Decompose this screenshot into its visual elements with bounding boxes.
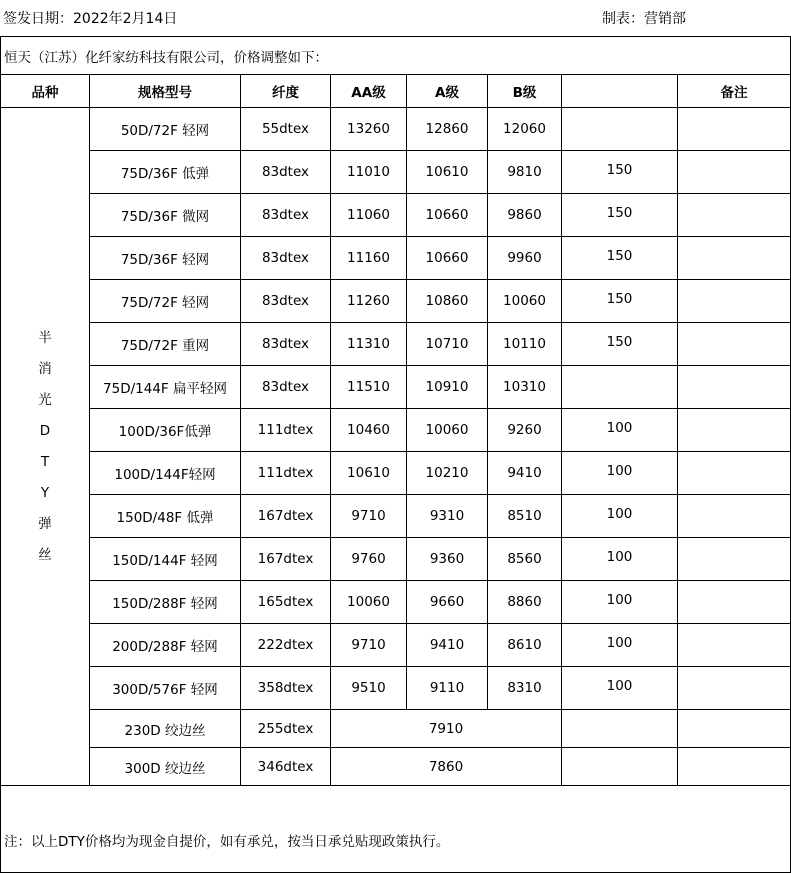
variety-char: 半: [38, 329, 52, 346]
remark-cell: [678, 581, 791, 624]
b-price-cell: 8560: [488, 538, 562, 581]
spec-cell: 300D 绞边丝: [90, 748, 241, 786]
variety-char: 弹: [38, 515, 52, 532]
a-price-cell: 9110: [407, 667, 488, 710]
denier-cell: 111dtex: [241, 409, 331, 452]
extra-cell: 100: [562, 452, 678, 495]
aa-price-cell: 11310: [331, 323, 407, 366]
remark-cell: [678, 495, 791, 538]
spec-cell: 75D/36F 微网: [90, 194, 241, 237]
remark-cell: [678, 323, 791, 366]
b-price-cell: 8860: [488, 581, 562, 624]
b-price-cell: 10060: [488, 280, 562, 323]
variety-cell: [1, 108, 90, 786]
aa-price-cell: 11060: [331, 194, 407, 237]
table-row: [1, 280, 791, 323]
variety-char: T: [40, 453, 50, 470]
denier-cell: 167dtex: [241, 495, 331, 538]
a-price-cell: 9410: [407, 624, 488, 667]
b-price-cell: 8610: [488, 624, 562, 667]
a-price-cell: 10910: [407, 366, 488, 409]
b-price-cell: 9810: [488, 151, 562, 194]
spec-cell: 150D/48F 低弹: [90, 495, 241, 538]
aa-price-cell: 9510: [331, 667, 407, 710]
col-header-aa: AA级: [331, 75, 407, 108]
a-price-cell: 10660: [407, 237, 488, 280]
table-row: [1, 452, 791, 495]
denier-cell: 83dtex: [241, 366, 331, 409]
table-row: [1, 624, 791, 667]
table-row: [1, 366, 791, 409]
a-price-cell: 10610: [407, 151, 488, 194]
aa-price-cell: 10610: [331, 452, 407, 495]
variety-char: Y: [40, 484, 50, 501]
table-row: [1, 194, 791, 237]
extra-cell: [562, 710, 678, 748]
remark-cell: [678, 280, 791, 323]
variety-char: D: [39, 422, 51, 439]
spec-cell: 100D/144F轻网: [90, 452, 241, 495]
denier-cell: 165dtex: [241, 581, 331, 624]
extra-cell: 150: [562, 194, 678, 237]
spec-cell: 75D/36F 轻网: [90, 237, 241, 280]
extra-cell: [562, 366, 678, 409]
table-row: [1, 581, 791, 624]
remark-cell: [678, 366, 791, 409]
col-header-variety: 品种: [1, 75, 90, 108]
extra-cell: 150: [562, 280, 678, 323]
made-by-label: 制表：营销部: [602, 11, 686, 27]
b-price-cell: 12060: [488, 108, 562, 151]
intro-text: 恒天（江苏）化纤家纺科技有限公司，价格调整如下：: [1, 37, 791, 75]
col-header-extra: [562, 75, 678, 108]
table-row: [1, 237, 791, 280]
extra-cell: 100: [562, 581, 678, 624]
extra-cell: 100: [562, 495, 678, 538]
a-price-cell: 10210: [407, 452, 488, 495]
spec-cell: 75D/36F 低弹: [90, 151, 241, 194]
b-price-cell: 10310: [488, 366, 562, 409]
denier-cell: 111dtex: [241, 452, 331, 495]
table-row: [1, 495, 791, 538]
extra-cell: 100: [562, 667, 678, 710]
spec-cell: 75D/144F 扁平轻网: [90, 366, 241, 409]
spec-cell: 100D/36F低弹: [90, 409, 241, 452]
a-price-cell: 10710: [407, 323, 488, 366]
aa-price-cell: 9710: [331, 495, 407, 538]
remark-cell: [678, 624, 791, 667]
a-price-cell: 9660: [407, 581, 488, 624]
a-price-cell: 10060: [407, 409, 488, 452]
remark-cell: [678, 409, 791, 452]
sheet-header: [0, 0, 791, 36]
variety-char: 光: [38, 391, 52, 408]
denier-cell: 83dtex: [241, 151, 331, 194]
b-price-cell: 10110: [488, 323, 562, 366]
a-price-cell: 12860: [407, 108, 488, 151]
extra-cell: 100: [562, 409, 678, 452]
b-price-cell: 8310: [488, 667, 562, 710]
denier-cell: 222dtex: [241, 624, 331, 667]
spec-cell: 200D/288F 轻网: [90, 624, 241, 667]
extra-cell: 150: [562, 237, 678, 280]
remark-cell: [678, 237, 791, 280]
note-row: [1, 786, 791, 873]
spec-cell: 50D/72F 轻网: [90, 108, 241, 151]
b-price-cell: 9260: [488, 409, 562, 452]
aa-price-cell: 10460: [331, 409, 407, 452]
denier-cell: 83dtex: [241, 237, 331, 280]
aa-price-cell: 11510: [331, 366, 407, 409]
remark-cell: [678, 452, 791, 495]
issue-date: 签发日期：2022年2月14日: [3, 11, 178, 27]
a-price-cell: 10660: [407, 194, 488, 237]
a-price-cell: 9360: [407, 538, 488, 581]
aa-price-cell: 11160: [331, 237, 407, 280]
b-price-cell: 9960: [488, 237, 562, 280]
footnote: 注：以上DTY价格均为现金自提价，如有承兑，按当日承兑贴现政策执行。: [1, 786, 791, 873]
remark-cell: [678, 194, 791, 237]
price-table: [0, 36, 791, 873]
b-price-cell: 8510: [488, 495, 562, 538]
denier-cell: 167dtex: [241, 538, 331, 581]
aa-price-cell: 10060: [331, 581, 407, 624]
denier-cell: 255dtex: [241, 710, 331, 748]
variety-char: 消: [38, 360, 52, 377]
col-header-b: B级: [488, 75, 562, 108]
aa-price-cell: 11010: [331, 151, 407, 194]
a-price-cell: 9310: [407, 495, 488, 538]
table-row: [1, 667, 791, 710]
spec-cell: 150D/144F 轻网: [90, 538, 241, 581]
remark-cell: [678, 710, 791, 748]
extra-cell: 150: [562, 151, 678, 194]
extra-cell: 100: [562, 624, 678, 667]
denier-cell: 83dtex: [241, 323, 331, 366]
denier-cell: 346dtex: [241, 748, 331, 786]
spec-cell: 230D 绞边丝: [90, 710, 241, 748]
variety-char: 丝: [38, 546, 52, 563]
denier-cell: 83dtex: [241, 194, 331, 237]
denier-cell: 83dtex: [241, 280, 331, 323]
remark-cell: [678, 151, 791, 194]
aa-price-cell: 11260: [331, 280, 407, 323]
spec-cell: 75D/72F 轻网: [90, 280, 241, 323]
spec-cell: 75D/72F 重网: [90, 323, 241, 366]
table-row: [1, 538, 791, 581]
col-header-spec: 规格型号: [90, 75, 241, 108]
col-header-a: A级: [407, 75, 488, 108]
column-header-row: [1, 75, 791, 108]
spec-cell: 150D/288F 轻网: [90, 581, 241, 624]
table-row: [1, 710, 791, 748]
col-header-remark: 备注: [678, 75, 791, 108]
col-header-denier: 纤度: [241, 75, 331, 108]
table-row: [1, 409, 791, 452]
denier-cell: 55dtex: [241, 108, 331, 151]
table-row: [1, 108, 791, 151]
spec-cell: 300D/576F 轻网: [90, 667, 241, 710]
b-price-cell: 9860: [488, 194, 562, 237]
aa-price-cell: 9710: [331, 624, 407, 667]
aa-price-cell: 13260: [331, 108, 407, 151]
extra-cell: [562, 108, 678, 151]
denier-cell: 358dtex: [241, 667, 331, 710]
aa-price-cell: 9760: [331, 538, 407, 581]
table-row: [1, 151, 791, 194]
extra-cell: 150: [562, 323, 678, 366]
merged-price-cell: 7860: [331, 748, 562, 786]
a-price-cell: 10860: [407, 280, 488, 323]
remark-cell: [678, 667, 791, 710]
remark-cell: [678, 538, 791, 581]
merged-price-cell: 7910: [331, 710, 562, 748]
b-price-cell: 9410: [488, 452, 562, 495]
extra-cell: 100: [562, 538, 678, 581]
remark-cell: [678, 108, 791, 151]
table-row: [1, 323, 791, 366]
